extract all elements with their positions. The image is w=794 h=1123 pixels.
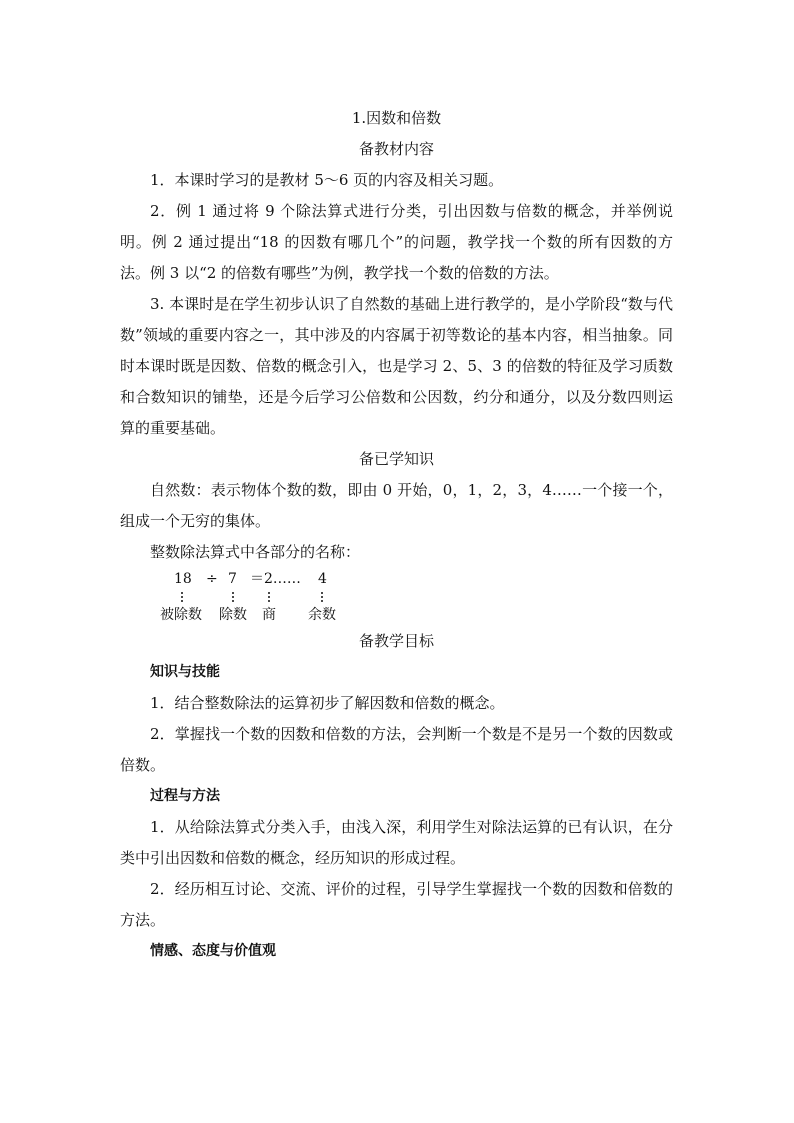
materials-paragraph-2: 2．例 1 通过将 9 个除法算式进行分类，引出因数与倍数的概念，并举例说明。例 2 通过提出“18 的因数有哪几个”的问题，教学找一个数的所有因数的方法。例 3 以“2 的倍数有哪些”为例，教学找一个数的倍数的方法。 [120, 202, 673, 282]
document-title: 1.因数和倍数 [351, 109, 442, 127]
division-divisor: 7 [228, 571, 237, 587]
division-dividend: 18 [174, 571, 192, 587]
division-remainder: 4 [318, 571, 327, 587]
prior-paragraph-1: 自然数：表示物体个数的数，即由 0 开始，0，1，2，3，4……一个接一个，组成一个无穷的集体。 [120, 481, 673, 530]
subheading-process: 过程与方法 [150, 788, 220, 804]
dotted-connector [232, 592, 234, 604]
document-content [120, 103, 673, 967]
subheading-knowledge: 知识与技能 [150, 664, 220, 680]
subheading-emotion: 情感、态度与价值观 [150, 943, 276, 959]
knowledge-item-1: 1．结合整数除法的运算初步了解因数和倍数的概念。 [150, 694, 505, 712]
label-quotient: 商 [262, 607, 276, 623]
label-divisor: 除数 [219, 607, 247, 623]
dotted-connector [268, 592, 270, 604]
materials-paragraph-1: 1．本课时学习的是教材 5～6 页的内容及相关习题。 [150, 171, 504, 189]
dotted-connector [321, 592, 323, 604]
section-heading-goals: 备教学目标 [358, 632, 434, 650]
section-heading-materials: 备教材内容 [358, 140, 434, 158]
division-diagram [120, 568, 673, 626]
division-equals-quotient: ＝2…… [250, 571, 301, 587]
label-dividend: 被除数 [160, 607, 202, 623]
process-item-2: 2．经历相互讨论、交流、评价的过程，引导学生掌握找一个数的因数和倍数的方法。 [120, 880, 673, 929]
section-heading-prior: 备已学知识 [358, 450, 434, 468]
prior-paragraph-2: 整数除法算式中各部分的名称： [150, 543, 361, 561]
process-item-1: 1．从给除法算式分类入手，由浅入深，利用学生对除法运算的已有认识，在分类中引出因数和倍数的概念，经历知识的形成过程。 [120, 818, 673, 867]
dotted-connector [181, 592, 183, 604]
knowledge-item-2: 2．掌握找一个数的因数和倍数的方法，会判断一个数是不是另一个数的因数或倍数。 [120, 725, 673, 774]
division-sign: ÷ [206, 571, 218, 587]
label-remainder: 余数 [308, 607, 336, 623]
materials-paragraph-3: 3. 本课时是在学生初步认识了自然数的基础上进行教学的，是小学阶段“数与代数”领域的重要内容之一，其中涉及的内容属于初等数论的基本内容，相当抽象。同时本课时既是因数、倍数的概念引入，也是学习 2、5、3 的倍数的特征及学习质数和合数知识的铺垫，还是今后学习公倍数和公因数，约分和通分，以及分数四则运算的重要基础。 [120, 295, 673, 437]
